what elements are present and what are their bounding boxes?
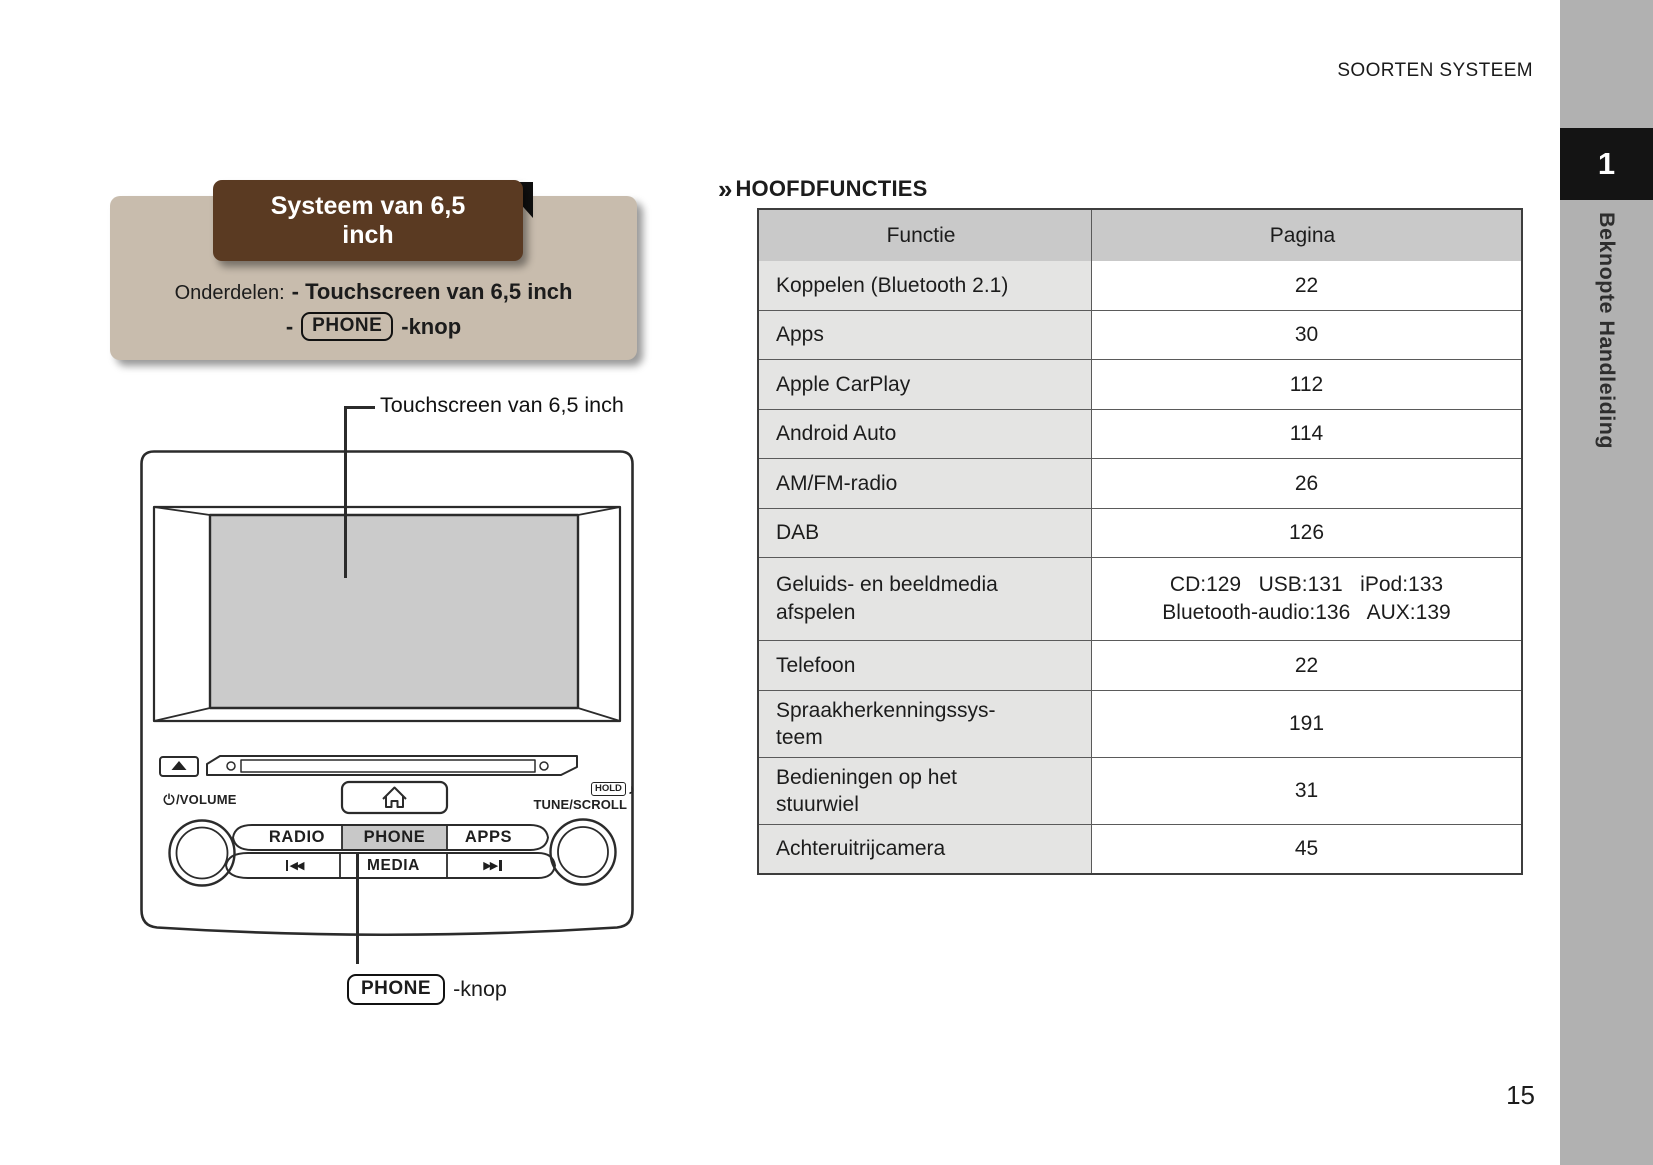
table-body	[759, 261, 1521, 873]
tune-knob	[551, 820, 616, 885]
function-cell: Achteruitrijcamera	[759, 825, 1092, 874]
table-header-row	[759, 210, 1521, 261]
components-line1	[110, 279, 637, 305]
dash: -	[285, 313, 294, 339]
running-header: SOORTEN SYSTEEM	[1337, 60, 1533, 81]
function-cell: Bedieningen op het stuurwiel	[759, 758, 1092, 824]
phone-callout-line	[356, 852, 359, 964]
volume-knob	[170, 821, 235, 886]
functions-heading-text: HOOFDFUNCTIES	[735, 176, 928, 201]
volume-label: /VOLUME	[163, 792, 237, 807]
components-label: Onderdelen:	[174, 282, 285, 304]
function-cell: AM/FM-radio	[759, 459, 1092, 508]
touchscreen-callout-label: Touchscreen van 6,5 inch	[380, 393, 624, 417]
note-icon: ♪	[627, 781, 635, 797]
phone-button-label: PHONE	[363, 828, 426, 846]
component-touchscreen: - Touchscreen van 6,5 inch	[291, 279, 573, 304]
page-cell: 112	[1092, 360, 1521, 409]
page-cell: CD:129 USB:131 iPod:133 Bluetooth-audio:136 AUX:139	[1092, 558, 1521, 640]
tune-scroll-label: TUNE/SCROLL	[533, 797, 627, 812]
header-pagina: Pagina	[1092, 210, 1521, 261]
skip-forward-icon: ▶▶	[447, 853, 538, 878]
system-title-line1: Systeem van 6,5	[270, 191, 466, 220]
apps-button-label: APPS	[464, 828, 513, 846]
table-row	[759, 824, 1521, 874]
page-cell: 22	[1092, 641, 1521, 690]
function-cell: Spraakherkenningssys- teem	[759, 691, 1092, 757]
function-cell: Apps	[759, 311, 1092, 360]
chapter-number: 1	[1597, 146, 1616, 181]
page-cell: 114	[1092, 410, 1521, 459]
table-row	[759, 359, 1521, 409]
function-cell: Geluids- en beeldmedia afspelen	[759, 558, 1092, 640]
table-row	[759, 757, 1521, 824]
function-cell: Koppelen (Bluetooth 2.1)	[759, 261, 1092, 310]
page-cell: 31	[1092, 758, 1521, 824]
page-cell: 45	[1092, 825, 1521, 874]
touchscreen	[210, 515, 578, 708]
function-cell: Apple CarPlay	[759, 360, 1092, 409]
system-title-line2: inch	[342, 220, 394, 249]
page-cell: 22	[1092, 261, 1521, 310]
phone-keycap: PHONE	[301, 312, 393, 341]
hold-label: HOLD ♪	[591, 782, 635, 796]
home-icon	[383, 788, 406, 808]
chapter-sidebar	[1560, 0, 1653, 1165]
chapter-title: Beknopte Handleiding	[1595, 212, 1619, 449]
system-title-box	[213, 180, 523, 261]
eject-icon	[172, 761, 187, 770]
page-cell: 30	[1092, 311, 1521, 360]
knop-suffix: -knop	[401, 313, 462, 339]
table-row	[759, 458, 1521, 508]
table-row	[759, 261, 1521, 310]
touchscreen-callout-line	[344, 406, 375, 409]
power-icon	[163, 793, 175, 806]
radio-button-label: RADIO	[268, 828, 326, 846]
table-row	[759, 640, 1521, 690]
page-cell: 26	[1092, 459, 1521, 508]
function-cell: Android Auto	[759, 410, 1092, 459]
functions-table	[757, 208, 1523, 875]
function-cell: Telefoon	[759, 641, 1092, 690]
touchscreen-callout-line	[344, 406, 347, 578]
function-cell: DAB	[759, 509, 1092, 558]
page-number: 15	[1506, 1080, 1535, 1110]
media-button-label: MEDIA	[367, 856, 420, 874]
table-row	[759, 557, 1521, 640]
components-line2	[110, 312, 637, 341]
chevron-icon: »	[718, 174, 733, 204]
skip-back-icon: ◀◀	[248, 853, 340, 878]
table-row	[759, 409, 1521, 459]
table-row	[759, 310, 1521, 360]
header-functie: Functie	[759, 210, 1092, 261]
phone-callout-label: PHONE -knop	[347, 974, 507, 1005]
table-row	[759, 690, 1521, 757]
table-row	[759, 508, 1521, 558]
functions-heading	[718, 176, 928, 202]
chapter-tab	[1560, 128, 1653, 200]
page-cell: 191	[1092, 691, 1521, 757]
page-cell: 126	[1092, 509, 1521, 558]
